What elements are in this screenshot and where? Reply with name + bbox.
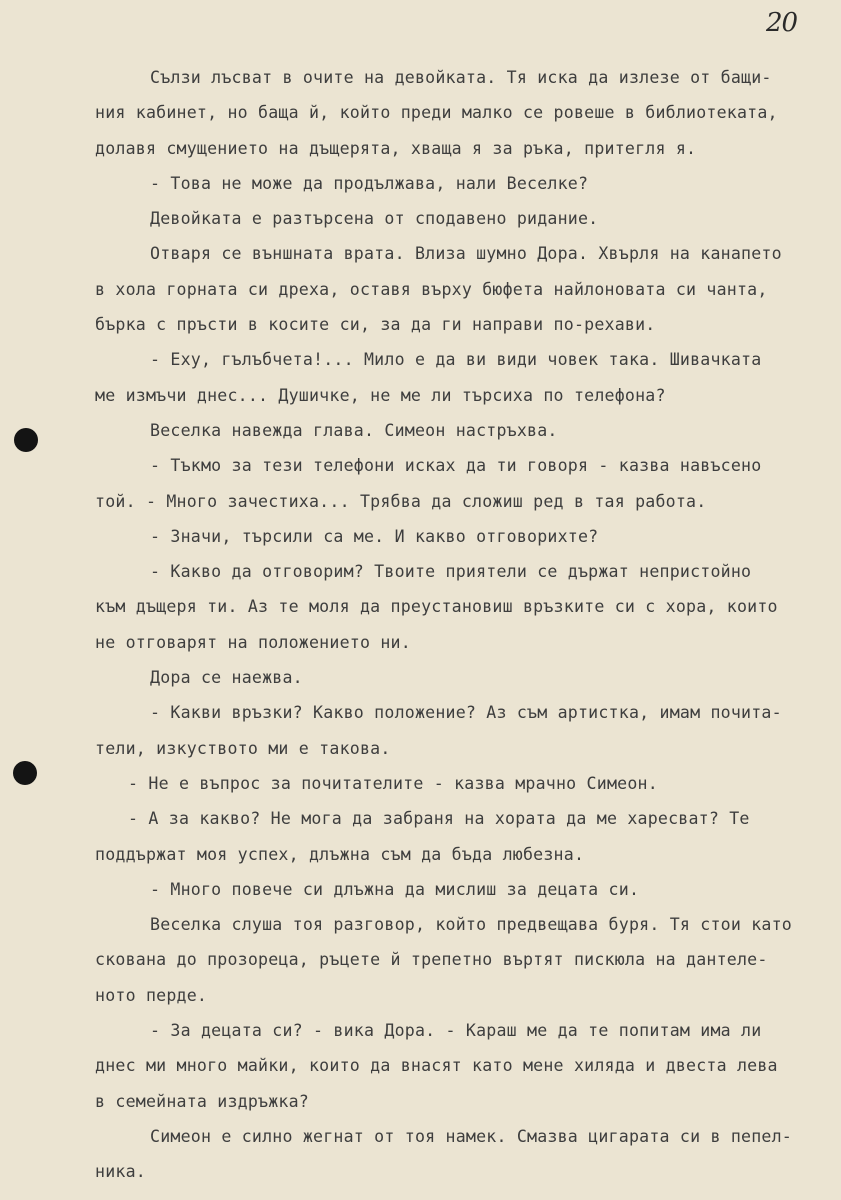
text-line: тели, изкуството ми е такова. — [95, 738, 391, 758]
text-line: Веселка слуша тоя разговор, който предвещава буря. Тя стои като — [150, 915, 792, 935]
text-line: поддържат моя успех, длъжна съм да бъда любезна. — [95, 844, 585, 864]
text-line: - Значи, търсили са ме. И какво отговорихте? — [150, 526, 599, 546]
text-line: той. - Много зачестиха... Трябва да сложиш ред в тая работа. — [95, 491, 707, 511]
text-line: ния кабинет, но баща й, който преди малко се ровеше в библиотеката, — [95, 103, 778, 123]
text-line: - Какви връзки? Какво положение? Аз съм артистка, имам почита- — [150, 703, 782, 723]
text-line: - Не е въпрос за почитателите - казва мрачно Симеон. — [128, 773, 658, 793]
text-line: - Еху, гълъбчета!... Мило е да ви види човек така. Шивачката — [150, 350, 762, 370]
text-line: Сълзи лъсват в очите на девойката. Тя иска да излезе от бащи- — [150, 68, 772, 87]
text-line: - Тъкмо за тези телефони исках да ти говоря - казва навъсено — [150, 456, 762, 476]
text-line: бърка с пръсти в косите си, за да ги направи по-рехави. — [95, 315, 656, 335]
text-line: в хола горната си дреха, оставя върху бюфета найлоновата си чанта, — [95, 279, 768, 299]
text-line: не отговарят на положението ни. — [95, 632, 411, 652]
text-line: - А за какво? Не мога да забраня на хората да ме харесват? Те — [128, 809, 750, 829]
typewritten-text-body — [95, 60, 835, 1190]
text-line: Отваря се външната врата. Влиза шумно Дора. Хвърля на канапето — [150, 244, 782, 264]
text-line: - Какво да отговорим? Твоите приятели се държат непристойно — [150, 562, 752, 582]
text-line: Дора се наежва. — [150, 668, 303, 688]
text-line: долавя смущението на дъщерята, хваща я за ръка, притегля я. — [95, 138, 697, 158]
text-line: - За децата си? - вика Дора. - Караш ме да те попитам има ли — [150, 1021, 762, 1041]
text-line: скована до прозореца, ръцете й трепетно въртят пискюла на дантеле- — [95, 950, 768, 970]
handwritten-page-number: 20 — [766, 8, 798, 38]
text-line: Симеон е силно жегнат от тоя намек. Смазва цигарата си в пепел- — [150, 1126, 792, 1146]
text-line: Веселка навежда глава. Симеон настръхва. — [150, 420, 558, 440]
text-line: - Много повече си длъжна да мислиш за децата си. — [150, 879, 640, 899]
punch-hole-top — [14, 428, 38, 452]
text-line: към дъщеря ти. Аз те моля да преустановиш връзките си с хора, които — [95, 597, 778, 617]
text-line: ното перде. — [95, 985, 208, 1005]
text-line: Девойката е разтърсена от сподавено ридание. — [150, 209, 599, 229]
text-line: - Това не може да продължава, нали Веселке? — [150, 173, 589, 193]
text-line: днес ми много майки, които да внасят като мене хиляда и двеста лева — [95, 1056, 778, 1076]
punch-hole-bottom — [13, 761, 37, 785]
text-line: ме измъчи днес... Душичке, не ме ли търсиха по телефона? — [95, 385, 666, 405]
text-line: ника. — [95, 1162, 146, 1182]
text-line: в семейната издръжка? — [95, 1091, 309, 1111]
